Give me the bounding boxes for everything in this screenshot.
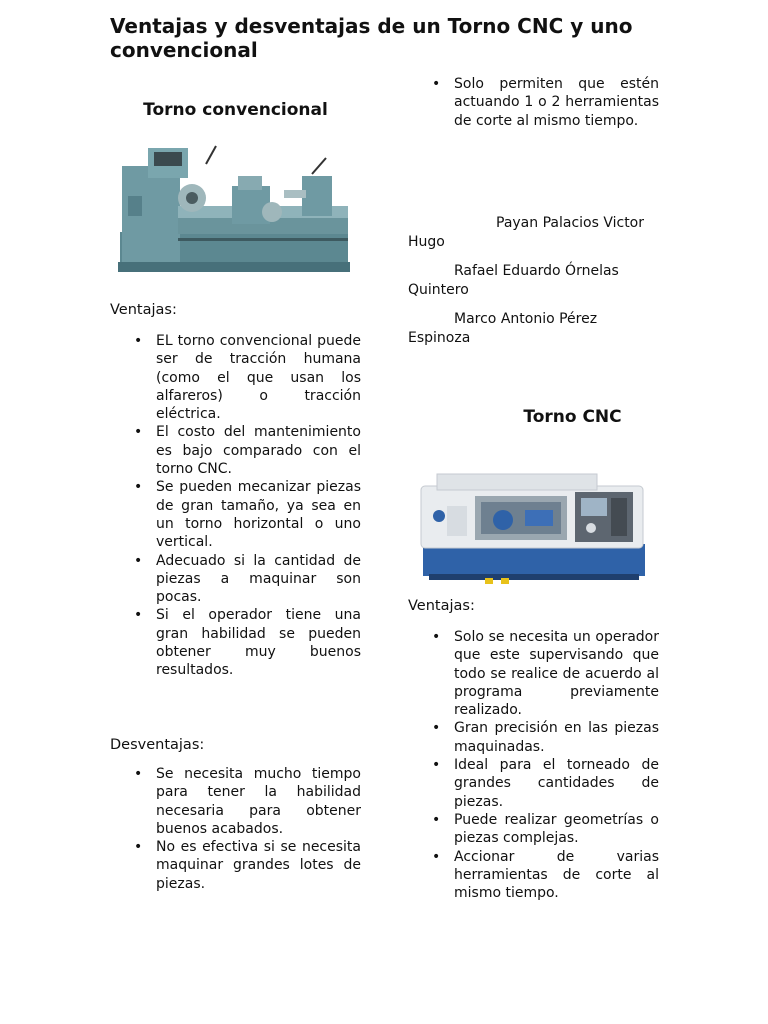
list-item: • Ideal para el torneado de grandes cantidades de piezas. bbox=[454, 756, 659, 811]
conventional-lathe-image bbox=[112, 136, 352, 288]
conventional-disadvantages-section bbox=[110, 737, 361, 893]
list-item: • Adecuado si la cantidad de piezas a maquinar son pocas. bbox=[156, 552, 361, 607]
cnc-lathe-icon bbox=[415, 466, 655, 588]
list-item: • EL torno convencional puede ser de tracción humana (como el que usan los alfareros) o tracción eléctrica. bbox=[156, 332, 361, 423]
author-name: Rafael Eduardo Órnelas Quintero bbox=[408, 263, 619, 298]
conventional-advantages-list bbox=[110, 332, 361, 680]
list-item: • El costo del mantenimiento es bajo comparado con el torno CNC. bbox=[156, 423, 361, 478]
list-item: • No es efectiva si se necesita maquinar grandes lotes de piezas. bbox=[156, 838, 361, 893]
conventional-heading-block bbox=[110, 100, 361, 120]
cnc-lathe-image bbox=[415, 466, 655, 588]
continued-disadvantages-section bbox=[408, 75, 659, 130]
list-item: • Gran precisión en las piezas maquinadas. bbox=[454, 719, 659, 756]
list-item: • Si el operador tiene una gran habilidad se pueden obtener muy buenos resultados. bbox=[156, 606, 361, 679]
list-item: • Solo se necesita un operador que este supervisando que todo se realice de acuerdo al programa previamente realizado. bbox=[454, 628, 659, 719]
conventional-advantages-section bbox=[110, 302, 361, 680]
authors-block bbox=[408, 214, 659, 358]
conventional-disadvantages-label: Desventajas: bbox=[110, 737, 205, 753]
conventional-advantages-label: Ventajas: bbox=[110, 302, 177, 318]
author-name: Marco Antonio Pérez Espinoza bbox=[408, 311, 598, 346]
conventional-heading: Torno convencional bbox=[143, 100, 328, 120]
list-item: • Se pueden mecanizar piezas de gran tamaño, ya sea en un torno horizontal o uno vertical. bbox=[156, 478, 361, 551]
conventional-lathe-icon bbox=[112, 136, 352, 288]
cnc-advantages-section bbox=[408, 598, 659, 902]
continued-disadvantages-list bbox=[408, 75, 659, 130]
list-item: • Accionar de varias herramientas de corte al mismo tiempo. bbox=[454, 848, 659, 903]
cnc-advantages-label: Ventajas: bbox=[408, 598, 475, 614]
cnc-heading-block bbox=[408, 407, 659, 427]
list-item: • Puede realizar geometrías o piezas complejas. bbox=[454, 811, 659, 848]
cnc-heading: Torno CNC bbox=[523, 407, 622, 427]
conventional-disadvantages-list bbox=[110, 765, 361, 893]
author-name: Payan Palacios Victor Hugo bbox=[408, 215, 645, 250]
document-title: Ventajas y desventajas de un Torno CNC y uno convencional bbox=[110, 14, 633, 62]
list-item: • Solo permiten que estén actuando 1 o 2 herramientas de corte al mismo tiempo. bbox=[454, 75, 659, 130]
list-item: • Se necesita mucho tiempo para tener la habilidad necesaria para obtener buenos acabados. bbox=[156, 765, 361, 838]
cnc-advantages-list bbox=[408, 628, 659, 902]
